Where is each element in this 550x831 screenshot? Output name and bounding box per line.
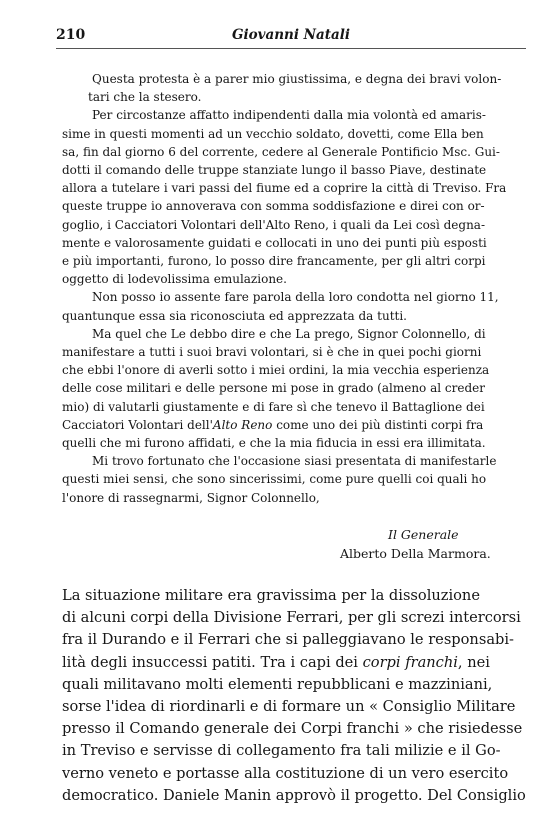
- body-line: sorse l'idea di riordinarli e di formare un « Consiglio Militare: [62, 698, 516, 716]
- body-line: [62, 652, 525, 674]
- letter-line: mio) di valutarli giustamente e di fare sì che tenevo il Battaglione dei: [62, 399, 485, 414]
- letter-line: dotti il comando delle truppe stanziate lungo il basso Piave, destinate: [62, 163, 487, 178]
- body-line: in Treviso e servisse di collegamento fra tali milizie e il Go-: [62, 742, 501, 760]
- quoted-letter: [62, 70, 524, 507]
- letter-line: mente e valorosamente guidati e collocati in uno dei punti più esposti: [62, 235, 487, 250]
- page-number: 210: [56, 27, 86, 43]
- letter-line: manifestare a tutti i suoi bravi volontari, si è che in quei pochi giorni: [62, 345, 482, 360]
- signature-title: Il Generale: [388, 527, 459, 542]
- body-line: verno veneto e portasse alla costituzione di un vero esercito: [62, 764, 509, 782]
- letter-line: allora a tutelare i vari passi del fiume ed a coprire la città di Treviso. Fra: [62, 181, 507, 196]
- letter-line: e più importanti, furono, lo posso dire francamente, per gli altri corpi: [62, 254, 486, 269]
- body-line: quali militavano molti elementi repubblicani e mazziniani,: [62, 675, 493, 693]
- letter-line: Mi trovo fortunato che l'occasione siasi presentata di manifestarle: [92, 454, 497, 469]
- letter-line: Questa protesta è a parer mio giustissima, e degna dei bravi volon-: [92, 72, 502, 86]
- letter-line: oggetto di lodevolissima emulazione.: [62, 272, 287, 287]
- letter-line: tari che la stesero.: [88, 90, 202, 105]
- letter-line: che ebbi l'onore di averli sotto i miei ordini, la mia vecchia esperienza: [62, 363, 490, 378]
- letter-line: [62, 416, 524, 434]
- signature-name: Alberto Della Marmora.: [340, 546, 491, 561]
- letter-line: goglio, i Cacciatori Volontari dell'Alto Reno, i quali da Lei così degna-: [62, 217, 485, 232]
- body-line: fra il Durando e il Ferrari che si palleggiavano le responsabi-: [62, 631, 514, 649]
- letter-line: queste truppe io annoverava con somma soddisfazione e direi con or-: [62, 199, 485, 214]
- letter-line: Non posso io assente fare parola della loro condotta nel giorno 11,: [92, 290, 499, 305]
- page-header: [56, 24, 526, 49]
- running-title: Giovanni Natali: [231, 27, 351, 43]
- letter-line: delle cose militari e delle persone mi pose in grado (almeno al creder: [62, 381, 485, 396]
- letter-text: Cacciatori Volontari dell': [62, 417, 213, 432]
- letter-line: l'onore di rassegnarmi, Signor Colonnello,: [62, 490, 320, 505]
- body-text-run: lità degli insuccessi patiti. Tra i capi dei: [62, 653, 363, 671]
- letter-line: quantunque essa sia riconosciuta ed apprezzata da tutti.: [62, 308, 407, 323]
- italic-term: corpi franchi: [362, 653, 458, 671]
- body-line: La situazione militare era gravissima per la dissoluzione: [62, 587, 480, 604]
- letter-text: come uno dei più distinti corpi fra: [272, 417, 484, 432]
- body-text-run: , nei: [457, 653, 490, 671]
- letter-line: quelli che mi furono affidati, e che la mia fiducia in essi era illimitata.: [62, 436, 486, 451]
- body-line: presso il Comando generale dei Corpi franchi » che risiedesse: [62, 720, 523, 738]
- body-line: democratico. Daniele Manin approvò il progetto. Del Consiglio: [62, 786, 526, 804]
- body-line: di alcuni corpi della Divisione Ferrari, per gli screzi intercorsi: [62, 609, 521, 627]
- body-text: [62, 585, 525, 807]
- letter-line: questi miei sensi, che sono sincerissimi, come pure quelli coi quali ho: [62, 472, 487, 487]
- letter-line: sa, fin dal giorno 6 del corrente, cedere al Generale Pontificio Msc. Gui-: [62, 144, 500, 159]
- italic-name: Alto Reno: [212, 417, 273, 432]
- letter-line: Ma quel che Le debbo dire e che La prego, Signor Colonnello, di: [92, 326, 486, 341]
- letter-line: sime in questi momenti ad un vecchio soldato, dovetti, come Ella ben: [62, 126, 484, 141]
- letter-line: Per circostanze affatto indipendenti dalla mia volontà ed amaris-: [92, 108, 486, 123]
- letter-signature: [340, 525, 491, 563]
